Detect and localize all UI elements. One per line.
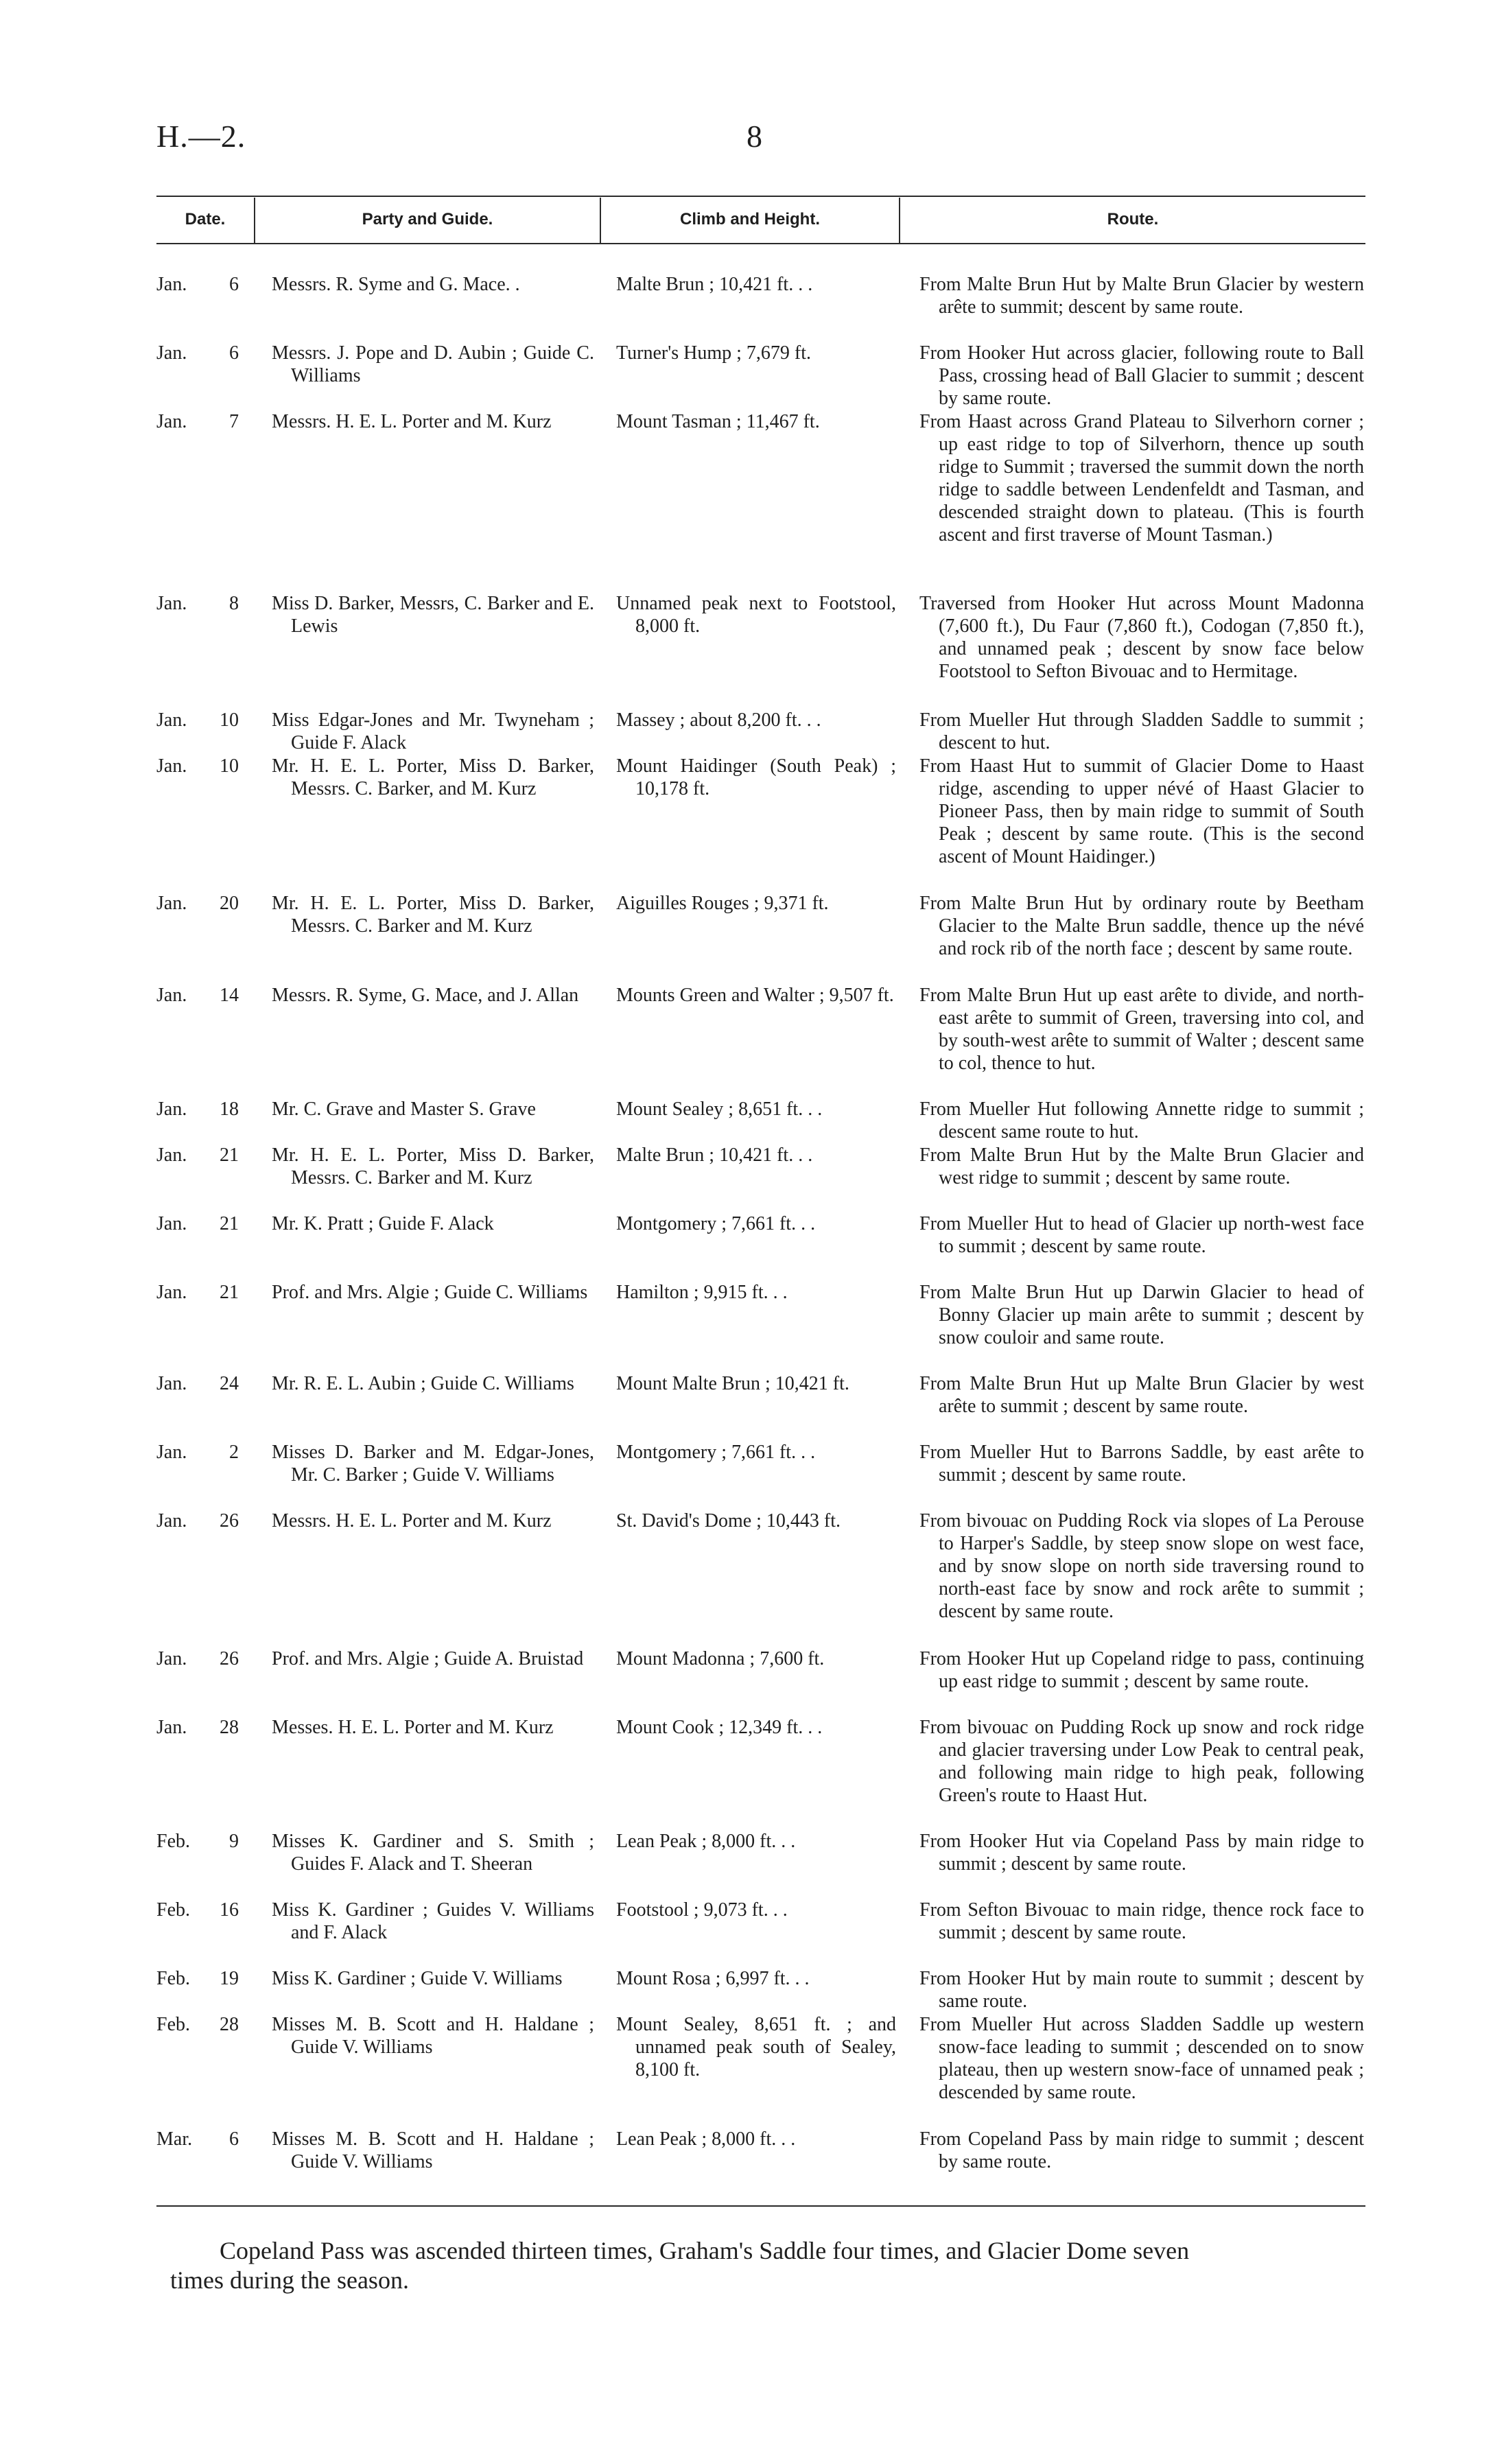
table-top-rule: [156, 196, 1365, 197]
date-cell: Jan. 26: [156, 1648, 239, 1669]
route-cell: From Malte Brun Hut up Darwin Glacier to head of Bonny Glacier up main arête to summit ; descent by snow couloir and same route.: [919, 1282, 1364, 1348]
route-cell: From Sefton Bivouac to main ridge, thence rock face to summit ; descent by same route.: [919, 1899, 1364, 1943]
party-cell: Prof. and Mrs. Algie ; Guide C. Williams: [272, 1282, 588, 1303]
climb-cell: Mount Sealey ; 8,651 ft. . .: [616, 1099, 823, 1120]
climb-cell: Lean Peak ; 8,000 ft. . .: [616, 1831, 796, 1852]
date-cell: Jan. 6: [156, 342, 239, 364]
party-cell: Mr. H. E. L. Porter, Miss D. Barker, Messrs. C. Barker and M. Kurz: [272, 1145, 594, 1188]
climb-cell: Mount Malte Brun ; 10,421 ft.: [616, 1373, 849, 1394]
party-cell: Prof. and Mrs. Algie ; Guide A. Bruistad: [272, 1648, 584, 1669]
date-cell: Jan. 10: [156, 755, 239, 777]
party-cell: Misses M. B. Scott and H. Haldane ; Guide V. Williams: [272, 2128, 594, 2172]
climb-cell: Malte Brun ; 10,421 ft. . .: [616, 1145, 813, 1166]
climb-cell: Mount Tasman ; 11,467 ft.: [616, 411, 820, 432]
route-cell: From Malte Brun Hut by Malte Brun Glacier by western arête to summit; descent by same route.: [919, 274, 1364, 318]
route-cell: From Malte Brun Hut up Malte Brun Glacier by west arête to summit ; descent by same route.: [919, 1373, 1364, 1417]
party-cell: Messrs. H. E. L. Porter and M. Kurz: [272, 1510, 552, 1532]
route-cell: From bivouac on Pudding Rock via slopes of La Perouse to Harper's Saddle, by steep snow slope on west face, and by snow slope on north side traversing round to north-east face by snow and rock arête to summit ; descent by same route.: [919, 1510, 1364, 1622]
route-cell: From Mueller Hut through Sladden Saddle to summit ; descent to hut.: [919, 709, 1364, 753]
date-cell: Feb. 16: [156, 1899, 239, 1921]
route-cell: From Malte Brun Hut by ordinary route by Beetham Glacier to the Malte Brun saddle, thence up the névé and rock rib of the north face ; descent by same route.: [919, 893, 1364, 959]
party-cell: Mr. H. E. L. Porter, Miss D. Barker, Messrs. C. Barker, and M. Kurz: [272, 755, 594, 799]
date-cell: Feb. 9: [156, 1831, 239, 1852]
date-cell: Jan. 10: [156, 709, 239, 731]
date-cell: Feb. 19: [156, 1968, 239, 1989]
party-cell: Messrs. H. E. L. Porter and M. Kurz: [272, 411, 552, 432]
route-cell: From Haast Hut to summit of Glacier Dome to Haast ridge, ascending to upper névé of Haast Glacier to Pioneer Pass, then by main ridge to summit of South Peak ; descent by same route. (This is the second ascent of Mount Haidinger.): [919, 755, 1364, 867]
party-cell: Mr. C. Grave and Master S. Grave: [272, 1099, 536, 1120]
party-cell: Mr. R. E. L. Aubin ; Guide C. Williams: [272, 1373, 574, 1394]
climb-cell: Mount Madonna ; 7,600 ft.: [616, 1648, 825, 1669]
party-cell: Miss D. Barker, Messrs, C. Barker and E. Lewis: [272, 593, 594, 637]
climb-cell: Malte Brun ; 10,421 ft. . .: [616, 274, 813, 295]
party-cell: Misses D. Barker and M. Edgar-Jones, Mr. C. Barker ; Guide V. Williams: [272, 1442, 594, 1486]
climb-cell: Montgomery ; 7,661 ft. . .: [616, 1442, 816, 1463]
document-code: H.—2.: [156, 119, 246, 154]
climb-cell: Hamilton ; 9,915 ft. . .: [616, 1282, 788, 1303]
party-cell: Miss K. Gardiner ; Guides V. Williams and F. Alack: [272, 1899, 594, 1943]
date-cell: Jan. 21: [156, 1282, 239, 1303]
party-cell: Messrs. R. Syme and G. Mace. .: [272, 274, 520, 295]
date-cell: Jan. 28: [156, 1717, 239, 1738]
route-cell: From Hooker Hut across glacier, following route to Ball Pass, crossing head of Ball Glacier to summit ; descent by same route.: [919, 342, 1364, 409]
route-cell: From Malte Brun Hut by the Malte Brun Glacier and west ridge to summit ; descent by same route.: [919, 1145, 1364, 1188]
date-cell: Jan. 21: [156, 1145, 239, 1166]
climb-cell: Mount Sealey, 8,651 ft. ; and unnamed peak south of Sealey, 8,100 ft.: [616, 2014, 896, 2080]
climb-cell: Mounts Green and Walter ; 9,507 ft.: [616, 985, 894, 1006]
climb-cell: Mount Haidinger (South Peak) ; 10,178 ft.: [616, 755, 896, 799]
date-cell: Jan. 20: [156, 893, 239, 914]
party-cell: Mr. K. Pratt ; Guide F. Alack: [272, 1213, 494, 1234]
party-cell: Misses K. Gardiner and S. Smith ; Guides F. Alack and T. Sheeran: [272, 1831, 594, 1875]
table-bottom-rule: [156, 2205, 1365, 2207]
route-cell: From Hooker Hut via Copeland Pass by main ridge to summit ; descent by same route.: [919, 1831, 1364, 1875]
route-cell: From Mueller Hut to head of Glacier up north-west face to summit ; descent by same route.: [919, 1213, 1364, 1257]
climb-cell: Aiguilles Rouges ; 9,371 ft.: [616, 893, 829, 914]
climb-cell: Massey ; about 8,200 ft. . .: [616, 709, 821, 731]
column-header-party: Party and Guide.: [362, 210, 493, 228]
party-cell: Messrs. J. Pope and D. Aubin ; Guide C. Williams: [272, 342, 594, 386]
route-cell: From Hooker Hut by main route to summit ; descent by same route.: [919, 1968, 1364, 2012]
date-cell: Jan. 14: [156, 985, 239, 1006]
route-cell: From Haast across Grand Plateau to Silverhorn corner ; up east ridge to top of Silverhorn, thence up south ridge to Summit ; traversed the summit down the north ridge to saddle between Lendenfeldt and Tasman, and descended straight down to plateau. (This is fourth ascent and first traverse of Mount Tasman.): [919, 411, 1364, 545]
route-cell: From Malte Brun Hut up east arête to divide, and north-east arête to summit of Green, traversing into col, and by south-west arête to summit of Walter ; descent same to col, thence to hut.: [919, 985, 1364, 1074]
column-header-route: Route.: [1107, 210, 1159, 228]
party-cell: Messrs. R. Syme, G. Mace, and J. Allan: [272, 985, 579, 1006]
climb-cell: Mount Cook ; 12,349 ft. . .: [616, 1717, 823, 1738]
route-cell: From Mueller Hut to Barrons Saddle, by east arête to summit ; descent by same route.: [919, 1442, 1364, 1486]
date-cell: Jan. 24: [156, 1373, 239, 1394]
date-cell: Jan. 6: [156, 274, 239, 295]
party-cell: Miss K. Gardiner ; Guide V. Williams: [272, 1968, 563, 1989]
date-cell: Jan. 7: [156, 411, 239, 432]
climb-cell: Unnamed peak next to Footstool, 8,000 ft.: [616, 593, 896, 637]
route-cell: From Mueller Hut following Annette ridge to summit ; descent same route to hut.: [919, 1099, 1364, 1142]
climb-cell: St. David's Dome ; 10,443 ft.: [616, 1510, 841, 1532]
header-bottom-rule: [156, 243, 1365, 244]
route-cell: Traversed from Hooker Hut across Mount Madonna (7,600 ft.), Du Faur (7,860 ft.), Codogan (7,850 ft.), and unnamed peak ; descent by snow face below Footstool to Sefton Bivouac and to Hermitage.: [919, 593, 1364, 682]
page-number: 8: [747, 119, 762, 154]
date-cell: Jan. 18: [156, 1099, 239, 1120]
climb-cell: Lean Peak ; 8,000 ft. . .: [616, 2128, 796, 2150]
date-cell: Jan. 26: [156, 1510, 239, 1532]
date-cell: Jan. 8: [156, 593, 239, 614]
footnote-line-1: Copeland Pass was ascended thirteen times, Graham's Saddle four times, and Glacier Dome seven: [220, 2237, 1190, 2264]
date-cell: Feb. 28: [156, 2014, 239, 2035]
route-cell: From bivouac on Pudding Rock up snow and rock ridge and glacier traversing under Low Peak to central peak, and following main ridge to high peak, following Green's route to Haast Hut.: [919, 1717, 1364, 1806]
date-cell: Jan. 21: [156, 1213, 239, 1234]
route-cell: From Copeland Pass by main ridge to summit ; descent by same route.: [919, 2128, 1364, 2172]
party-cell: Messes. H. E. L. Porter and M. Kurz: [272, 1717, 554, 1738]
climb-cell: Turner's Hump ; 7,679 ft.: [616, 342, 812, 364]
party-cell: Miss Edgar-Jones and Mr. Twyneham ; Guide F. Alack: [272, 709, 594, 753]
date-cell: Jan. 2: [156, 1442, 239, 1463]
column-header-climb: Climb and Height.: [680, 210, 820, 228]
column-header-date: Date.: [185, 210, 226, 228]
route-cell: From Mueller Hut across Sladden Saddle up western snow-face leading to summit ; descended on to snow plateau, then up western snow-face of unnamed peak ; descended by same route.: [919, 2014, 1364, 2103]
climb-cell: Footstool ; 9,073 ft. . .: [616, 1899, 788, 1921]
climb-cell: Montgomery ; 7,661 ft. . .: [616, 1213, 816, 1234]
date-cell: Mar. 6: [156, 2128, 239, 2150]
route-cell: From Hooker Hut up Copeland ridge to pass, continuing up east ridge to summit ; descent by same route.: [919, 1648, 1364, 1692]
climb-cell: Mount Rosa ; 6,997 ft. . .: [616, 1968, 810, 1989]
party-cell: Mr. H. E. L. Porter, Miss D. Barker, Messrs. C. Barker and M. Kurz: [272, 893, 594, 937]
footnote-line-2: times during the season.: [170, 2266, 409, 2294]
party-cell: Misses M. B. Scott and H. Haldane ; Guide V. Williams: [272, 2014, 594, 2058]
